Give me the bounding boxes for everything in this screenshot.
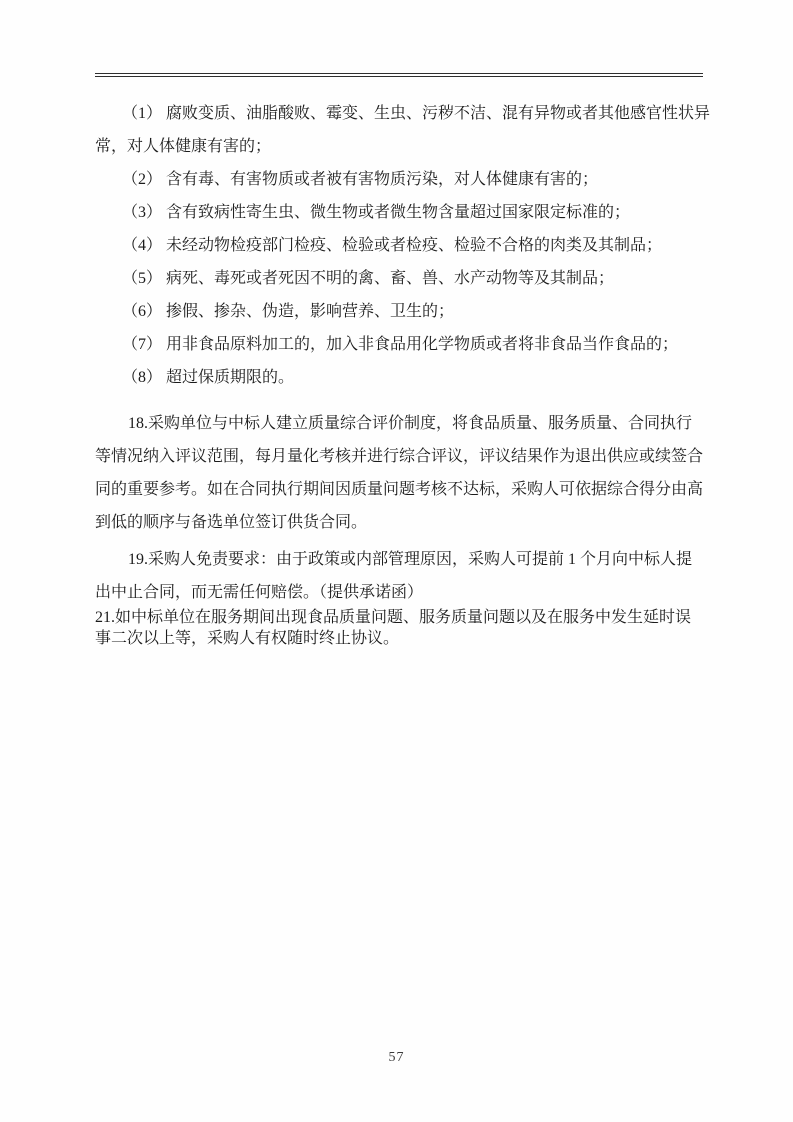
paragraph-21 bbox=[95, 607, 707, 649]
list-item-1-line-1: （1） 腐败变质、油脂酸败、霉变、生虫、污秽不洁、混有异物或者其他感官性状异 bbox=[122, 105, 711, 122]
paragraph-19-line-2: 出中止合同，而无需任何赔偿。（提供承诺函） bbox=[95, 584, 424, 601]
paragraph-21-line-2: 事二次以上等，采购人有权随时终止协议。 bbox=[95, 630, 400, 647]
list-item-5 bbox=[95, 262, 707, 295]
list-item-5-line-1: （5） 病死、毒死或者死因不明的禽、畜、兽、水产动物等及其制品； bbox=[122, 270, 615, 287]
list-item-2 bbox=[95, 163, 707, 196]
list-item-3-line-1: （3） 含有致病性寄生虫、微生物或者微生物含量超过国家限定标准的； bbox=[122, 204, 631, 221]
list-item-8-line-1: （8） 超过保质期限的。 bbox=[122, 369, 295, 386]
list-item-2-line-1: （2） 含有毒、有害物质或者被有害物质污染，对人体健康有害的； bbox=[122, 171, 599, 188]
list-item-4 bbox=[95, 229, 707, 262]
paragraph-18-line-1: 18.采购单位与中标人建立质量综合评价制度，将食品质量、服务质量、合同执行 bbox=[128, 415, 693, 432]
list-item-3 bbox=[95, 196, 707, 229]
list-item-7 bbox=[95, 328, 707, 361]
list-item-7-line-1: （7） 用非食品原料加工的，加入非食品用化学物质或者将非食品当作食品的； bbox=[122, 336, 679, 353]
page-content bbox=[95, 97, 711, 649]
paragraph-19-line-1: 19.采购人免责要求：由于政策或内部管理原因，采购人可提前 1 个月向中标人提 bbox=[128, 551, 693, 568]
list-item-6-line-1: （6） 掺假、掺杂、伪造，影响营养、卫生的； bbox=[122, 303, 455, 320]
list-item-8 bbox=[95, 361, 707, 394]
paragraph-21-line-1: 21.如中标单位在服务期间出现食品质量问题、服务质量问题以及在服务中发生延时误 bbox=[95, 609, 692, 626]
header-rule bbox=[95, 73, 703, 77]
paragraph-18-line-3: 同的重要参考。如在合同执行期间因质量问题考核不达标，采购人可依据综合得分由高 bbox=[95, 481, 704, 498]
list-item-1 bbox=[95, 97, 711, 163]
page-number: 57 bbox=[388, 1050, 405, 1065]
paragraph-18-line-4: 到低的顺序与备选单位签订供货合同。 bbox=[95, 514, 368, 531]
paragraph-18-line-2: 等情况纳入评议范围，每月量化考核并进行综合评议，评议结果作为退出供应或续签合 bbox=[95, 448, 704, 465]
list-item-1-line-2: 常，对人体健康有害的； bbox=[95, 138, 272, 155]
list-item-6 bbox=[95, 295, 707, 328]
paragraph-18 bbox=[95, 407, 707, 539]
list-item-4-line-1: （4） 未经动物检疫部门检疫、检验或者检疫、检验不合格的肉类及其制品； bbox=[122, 237, 663, 254]
paragraph-19 bbox=[95, 543, 707, 609]
